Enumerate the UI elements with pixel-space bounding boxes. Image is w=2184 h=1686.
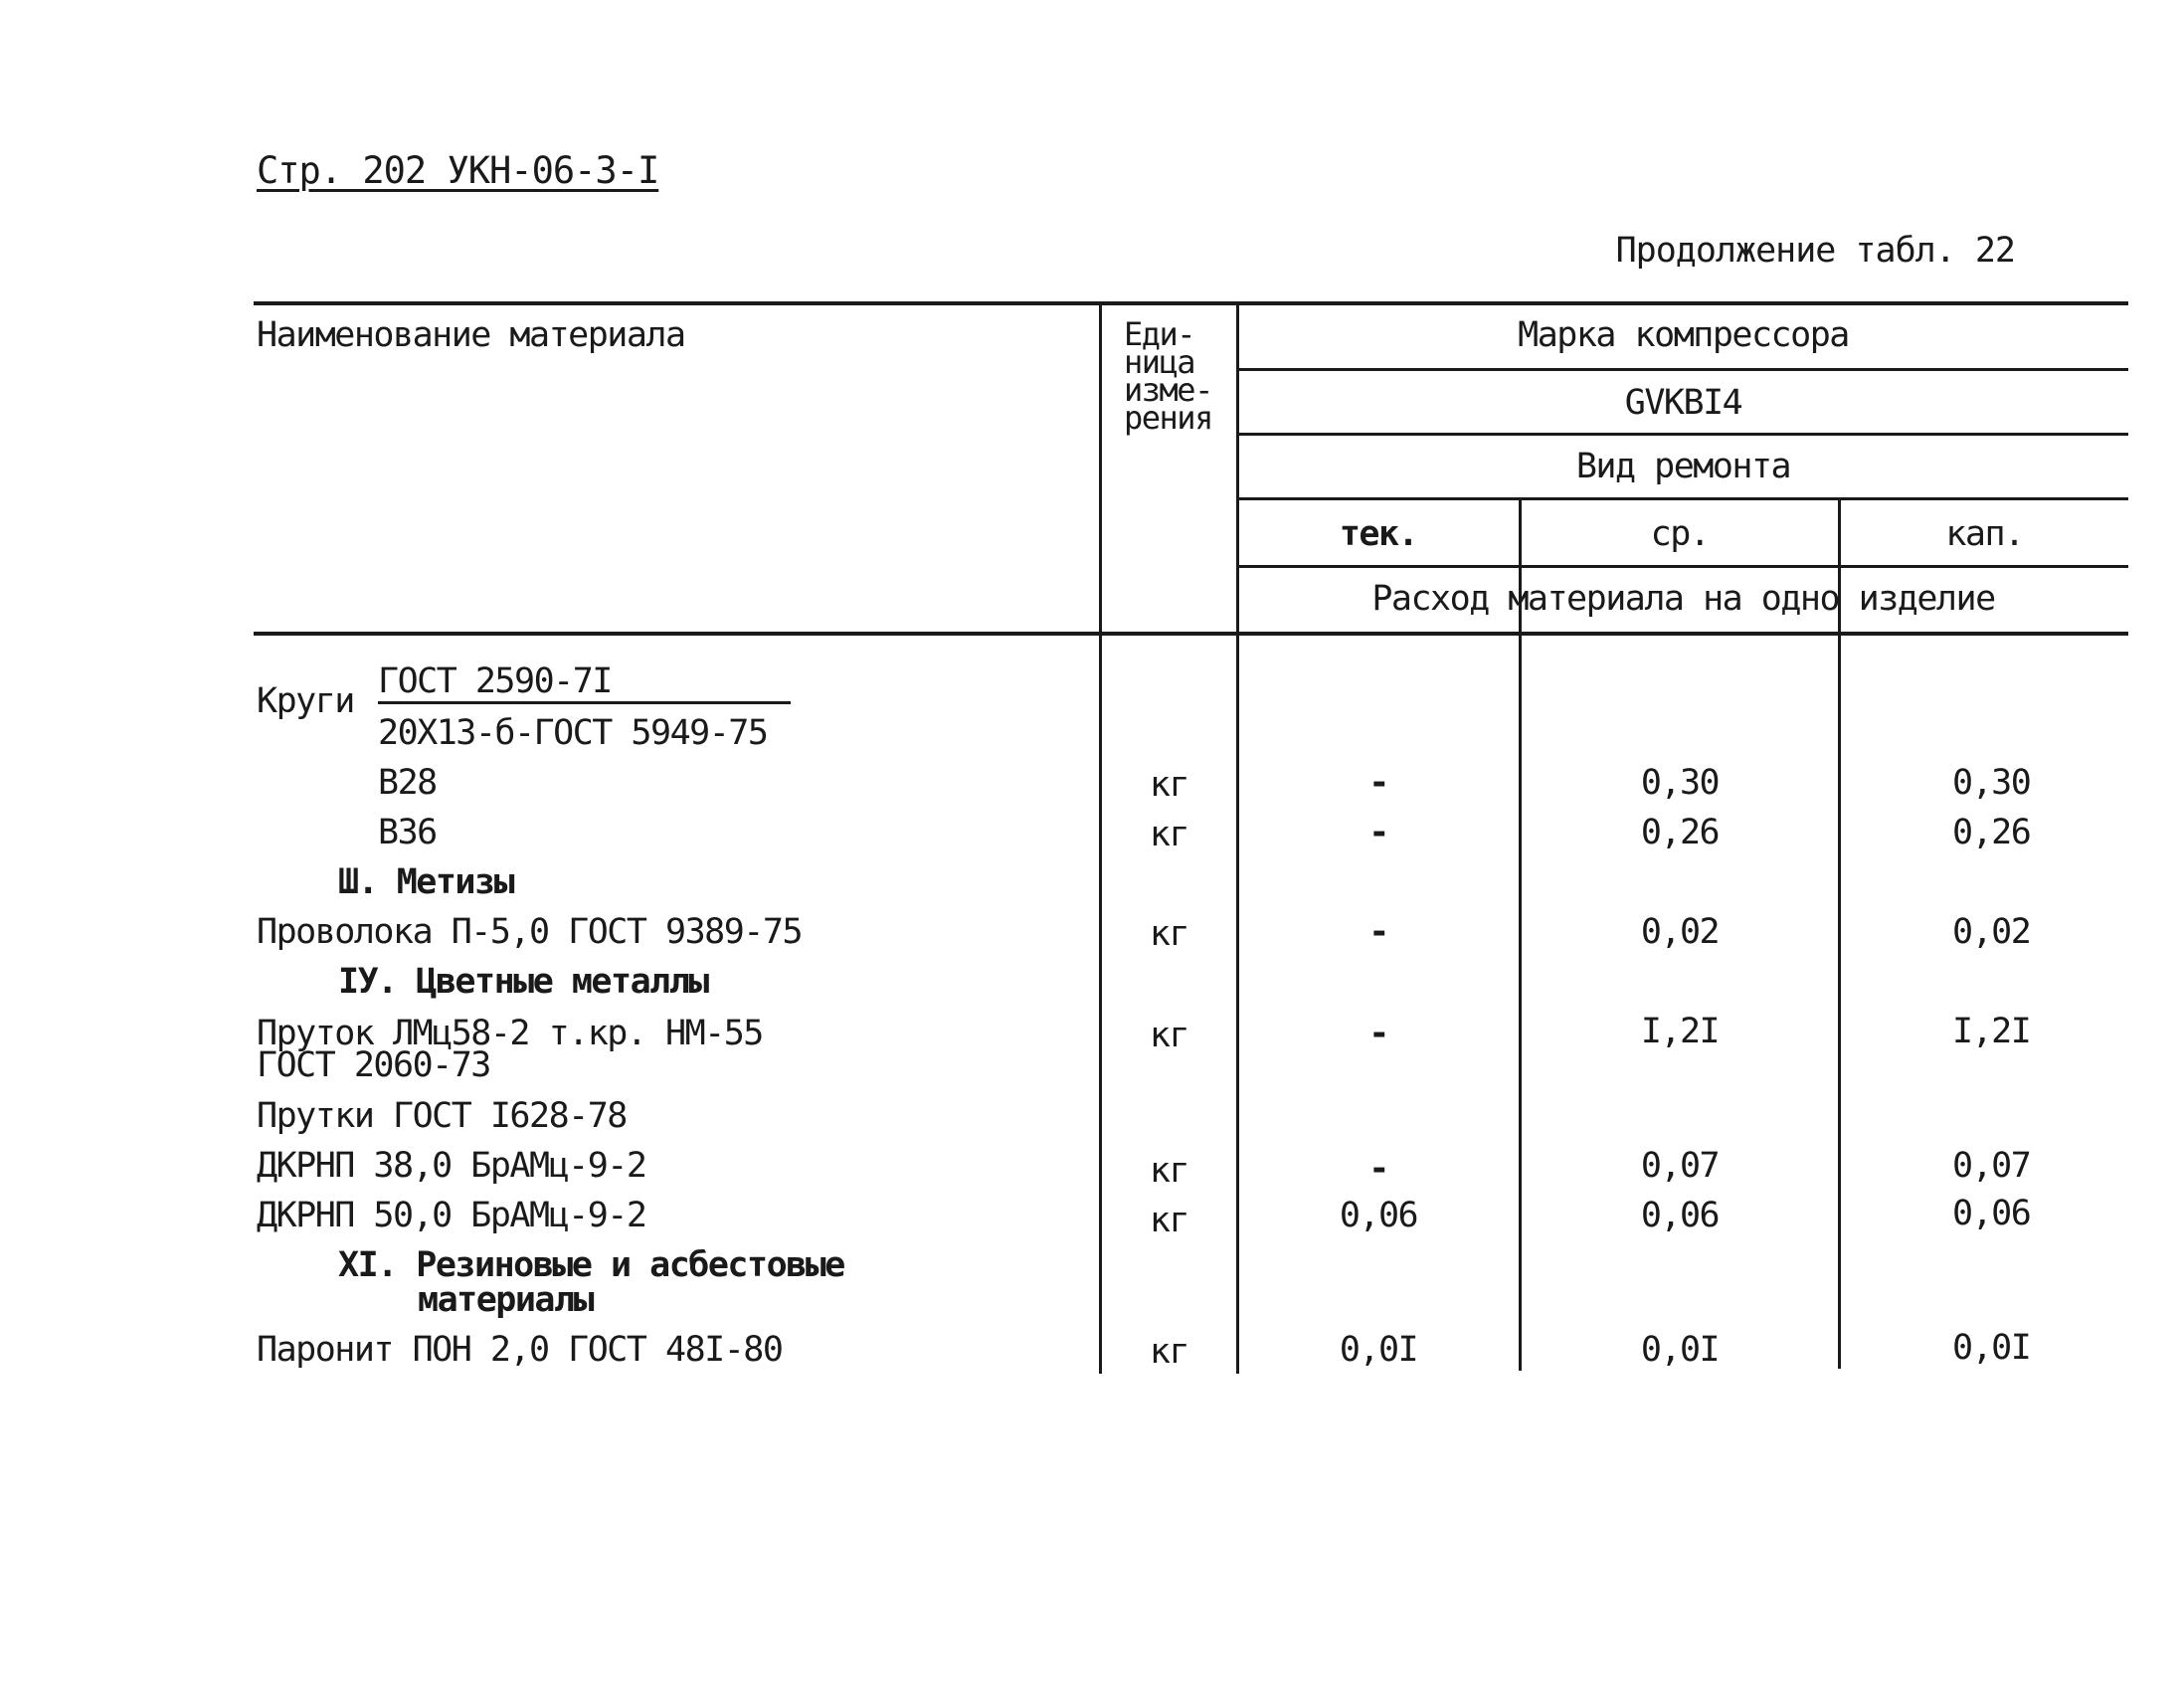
row-tek: - — [1368, 813, 1388, 852]
row-tek: - — [1368, 763, 1388, 803]
header-unit — [1124, 315, 1212, 437]
header-material-name: Наименование материала — [257, 315, 685, 355]
header-col-sr: ср. — [1650, 514, 1710, 554]
header-rule-brand — [1238, 368, 2128, 371]
gost-fraction-numerator — [378, 661, 791, 704]
row-sr: 0,30 — [1640, 763, 1720, 803]
gost-numerator-text: ГОСТ 2590-7I — [378, 664, 791, 704]
header-rule-model — [1238, 433, 2128, 436]
header-unit-line: рения — [1124, 399, 1212, 437]
header-repair-type: Вид ремонта — [1575, 447, 1791, 486]
row-kap: 0,07 — [1952, 1146, 2031, 1186]
section-heading: XI. Резиновые и асбестовые — [338, 1245, 844, 1285]
row-kap: I,2I — [1952, 1012, 2031, 1051]
row-kap: 0,26 — [1952, 813, 2031, 852]
row-name: Прутки ГОСТ I628-78 — [257, 1096, 627, 1136]
page-header: Стр. 202 УКН-06-3-I — [257, 149, 659, 192]
row-sr: 0,0I — [1640, 1330, 1720, 1370]
row-tek: - — [1368, 1014, 1388, 1053]
header-col-tek: тек. — [1339, 514, 1418, 554]
header-unit-line: Еди- — [1124, 315, 1195, 353]
row-name: В28 — [378, 763, 437, 803]
table-continuation-label: Продолжение табл. 22 — [1615, 231, 2015, 271]
row-unit: кг — [1149, 815, 1189, 854]
table-top-rule — [254, 301, 2128, 305]
section-heading: IУ. Цветные металлы — [338, 962, 708, 1002]
header-model: GVKBI4 — [1624, 383, 1742, 423]
row-kap: 0,02 — [1952, 912, 2031, 952]
header-rule-cols — [1238, 565, 2128, 568]
section-heading-continuation: материалы — [418, 1280, 594, 1320]
header-rule-repair — [1238, 497, 2128, 500]
header-consumption: Расход материала на одно изделие — [1371, 579, 1995, 619]
row-unit: кг — [1149, 1016, 1189, 1055]
row-sr: 0,06 — [1640, 1196, 1720, 1235]
row-name-krugi: Круги — [257, 681, 354, 721]
header-bottom-rule — [254, 632, 2128, 636]
row-name: Паронит ПОН 2,0 ГОСТ 48I-80 — [257, 1330, 783, 1370]
row-tek: 0,06 — [1339, 1196, 1418, 1235]
row-unit: кг — [1149, 765, 1189, 805]
row-name: Проволока П-5,0 ГОСТ 9389-75 — [257, 912, 803, 952]
row-sr: 0,26 — [1640, 813, 1720, 852]
row-name: ДКРНП 38,0 БрАМц-9-2 — [257, 1146, 646, 1186]
gost-fraction-denominator: 20X13-б-ГОСТ 5949-75 — [378, 713, 768, 753]
section-heading: Ш. Метизы — [338, 862, 514, 902]
row-tek: 0,0I — [1339, 1330, 1418, 1370]
row-tek: - — [1368, 1149, 1388, 1189]
row-kap: 0,30 — [1952, 763, 2031, 803]
row-name: В36 — [378, 813, 437, 852]
row-sr: 0,02 — [1640, 912, 1720, 952]
row-unit: кг — [1149, 1201, 1189, 1240]
row-sr: 0,07 — [1640, 1146, 1720, 1186]
row-kap: 0,0I — [1952, 1328, 2031, 1368]
row-kap: 0,06 — [1952, 1194, 2031, 1233]
header-col-kap: кап. — [1945, 514, 2024, 554]
row-name: Пруток ЛМц58-2 т.кр. НМ-55 — [257, 1014, 763, 1053]
row-unit: кг — [1149, 1151, 1189, 1191]
header-unit-line: изме- — [1124, 371, 1212, 409]
row-name: ДКРНП 50,0 БрАМц-9-2 — [257, 1196, 646, 1235]
row-tek: - — [1368, 912, 1388, 952]
column-divider-sr — [1838, 500, 1841, 1369]
header-unit-line: ница — [1124, 343, 1195, 381]
row-unit: кг — [1149, 1332, 1189, 1372]
row-unit: кг — [1149, 914, 1189, 954]
row-name-continuation: ГОСТ 2060-73 — [257, 1045, 490, 1085]
row-sr: I,2I — [1640, 1012, 1720, 1051]
header-compressor-brand: Марка компрессора — [1518, 315, 1849, 355]
